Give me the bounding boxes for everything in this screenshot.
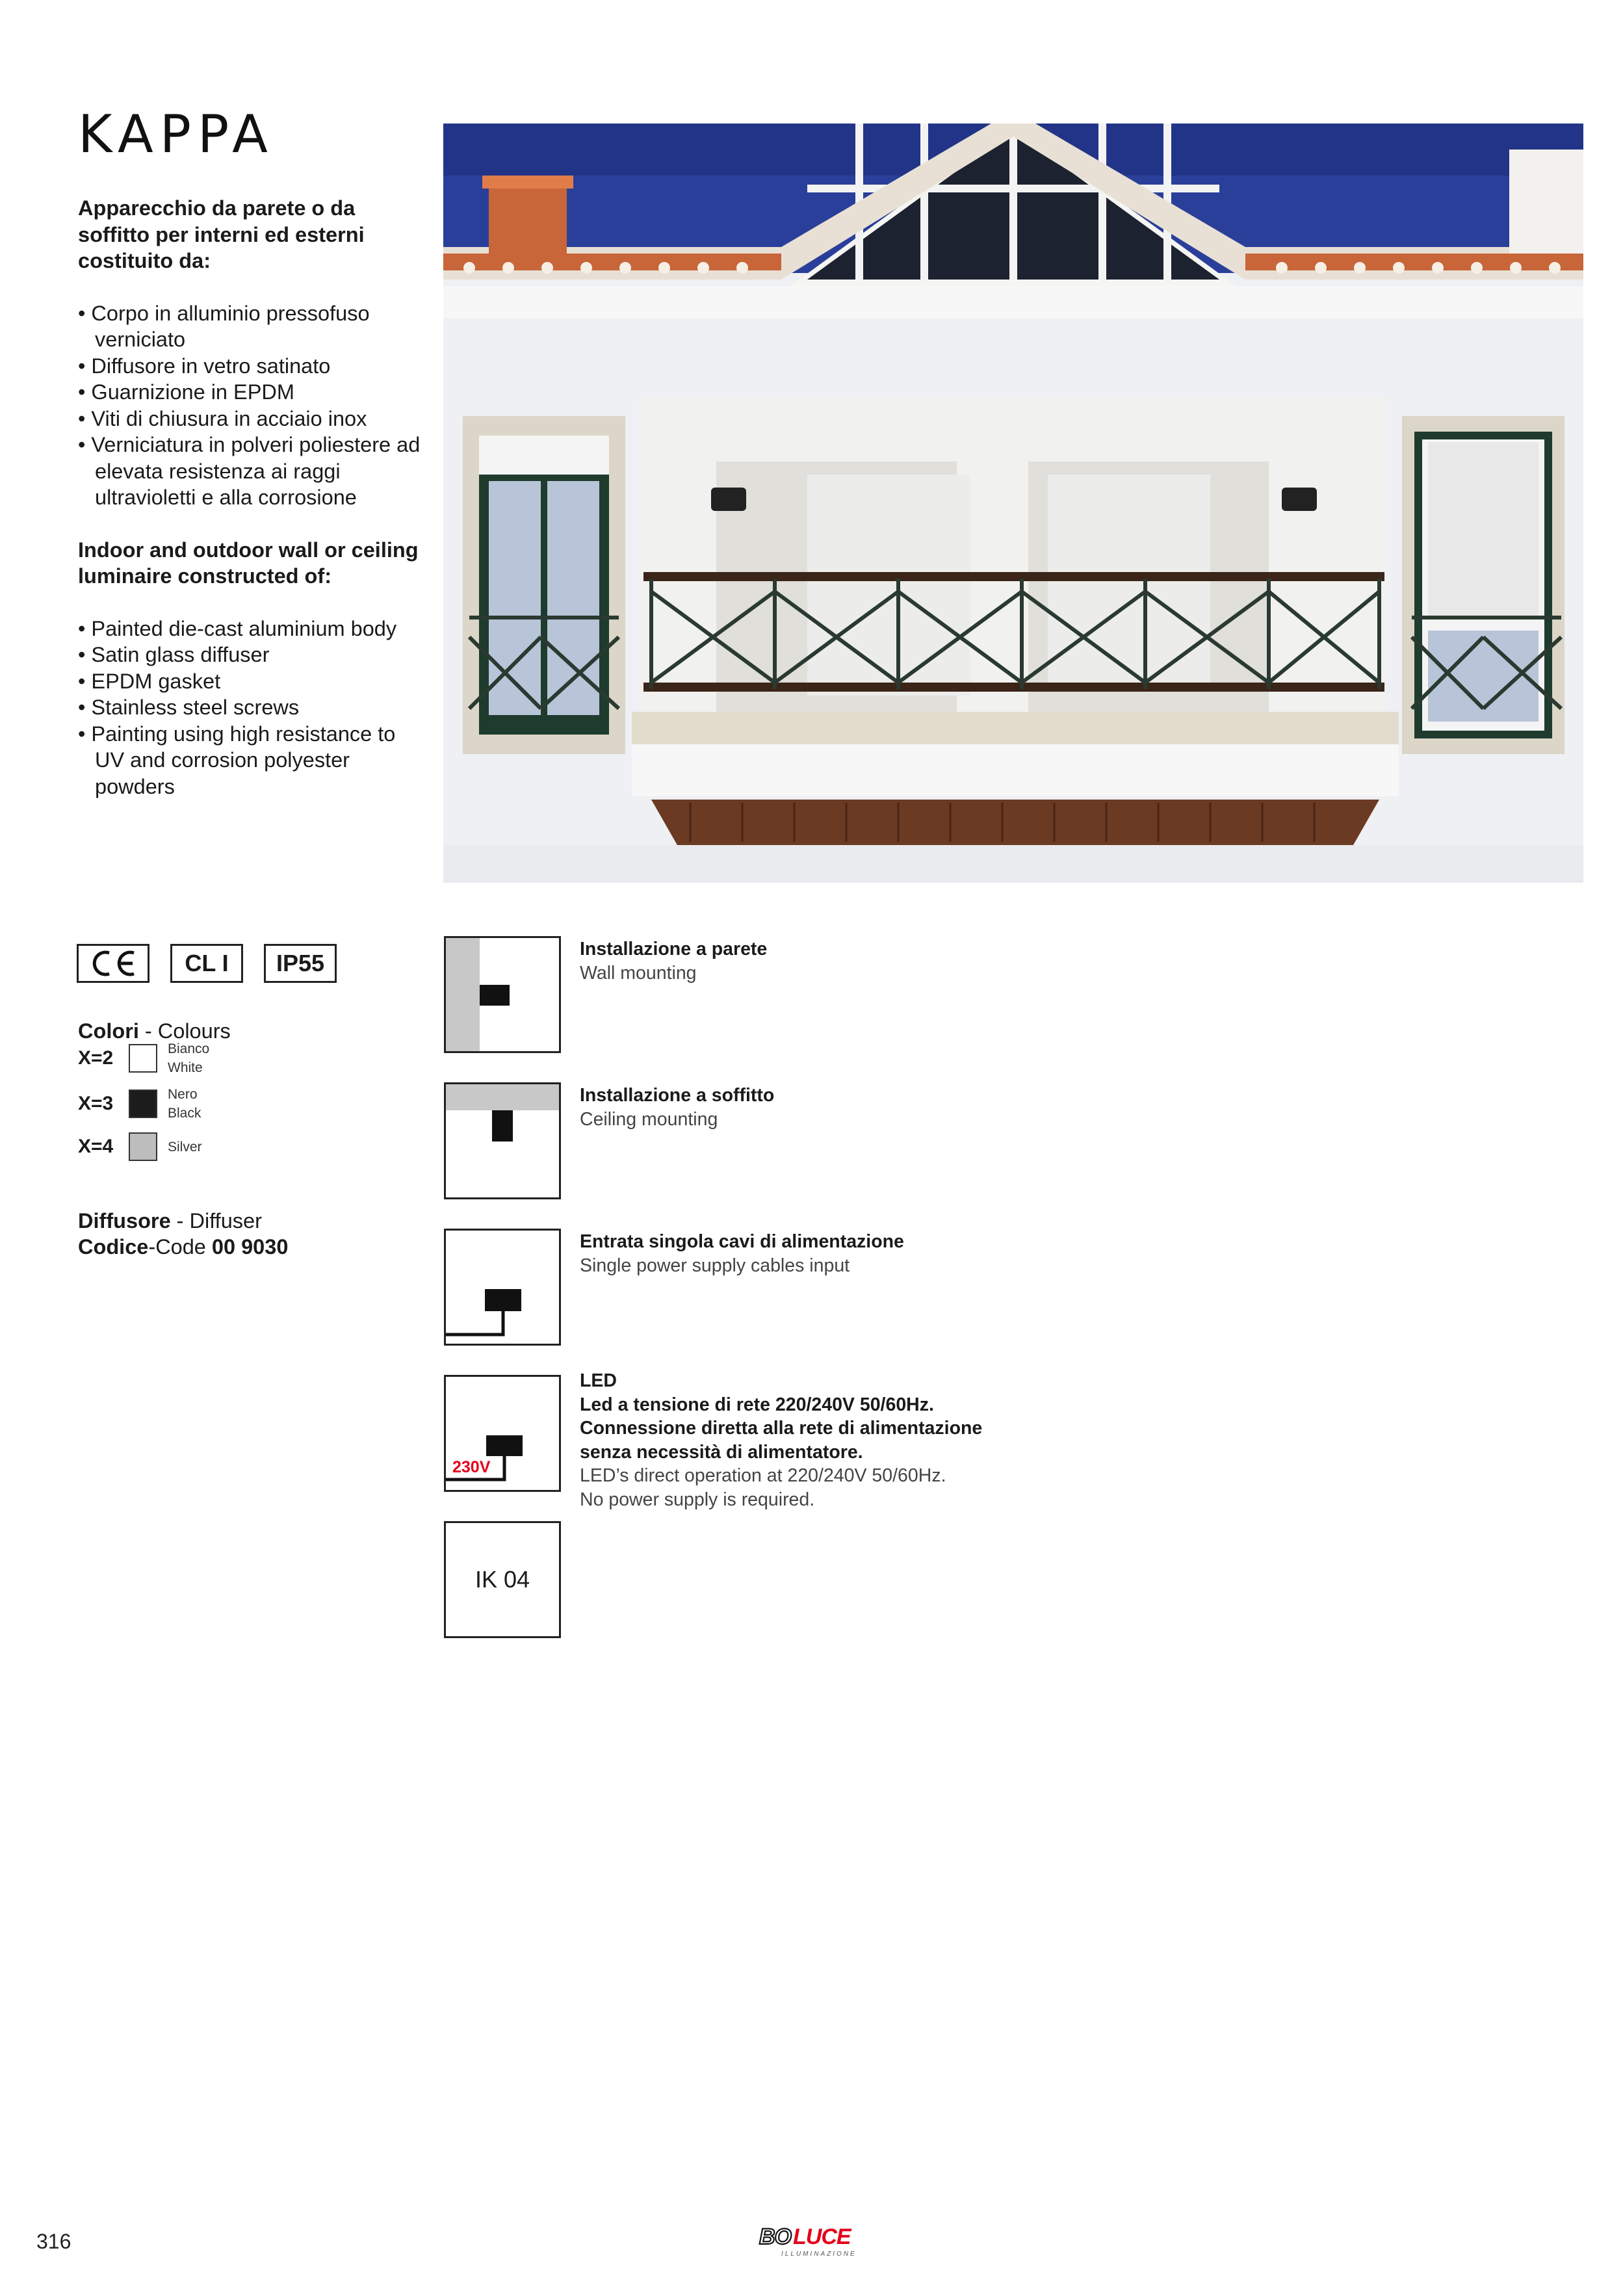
colour-name-en: White — [168, 1060, 203, 1075]
diffuser-code: 00 9030 — [211, 1235, 289, 1259]
colour-name-it: Nero — [168, 1087, 198, 1102]
colour-name-en: Silver — [168, 1139, 202, 1155]
svg-text:BO: BO — [759, 2224, 791, 2249]
colour-name-it: Bianco — [168, 1041, 210, 1056]
colours-heading: Colori - Colours — [78, 1019, 231, 1043]
ip-rating-badge: IP55 — [264, 944, 337, 983]
colour-option — [78, 1043, 209, 1074]
feature-line: Connessione diretta alla rete di alimentazione — [580, 1418, 983, 1439]
feature-wall-mounting — [580, 937, 767, 985]
description-block — [78, 195, 429, 826]
feature-line: Led a tensione di rete 220/240V 50/60Hz. — [580, 1394, 934, 1415]
list-item: • Stainless steel screws — [78, 694, 429, 721]
voltage-label: 230V — [452, 1458, 491, 1476]
svg-text:LUCE: LUCE — [793, 2224, 851, 2249]
colour-swatch — [129, 1044, 157, 1073]
description-it-heading: Apparecchio da parete o da soffitto per interni ed esterni costituito da: — [78, 196, 365, 272]
feature-title: Installazione a soffitto — [580, 1085, 775, 1106]
colour-swatch — [129, 1132, 157, 1161]
colours-label-en: Colours — [157, 1019, 231, 1043]
led-230v-icon — [444, 1375, 561, 1492]
feature-title: Installazione a parete — [580, 939, 768, 959]
code-label-it: Codice — [78, 1235, 149, 1259]
colour-option — [78, 1088, 201, 1119]
impact-rating-icon — [444, 1521, 561, 1638]
feature-title: LED — [580, 1370, 617, 1391]
colour-option — [78, 1131, 202, 1162]
diffuser-label-it: Diffusore — [78, 1209, 171, 1233]
single-cable-input-icon — [444, 1229, 561, 1346]
colour-name — [168, 1085, 201, 1123]
feature-line: LED’s direct operation at 220/240V 50/60Hz. — [580, 1465, 946, 1486]
product-installation-photo — [443, 124, 1583, 883]
colour-swatch — [129, 1089, 157, 1118]
wall-mounting-icon — [444, 936, 561, 1053]
colour-name-en: Black — [168, 1106, 201, 1121]
feature-line: senza necessità di alimentatore. — [580, 1441, 863, 1463]
svg-text:ILLUMINAZIONE: ILLUMINAZIONE — [781, 2250, 857, 2258]
colour-code: X=2 — [78, 1047, 114, 1069]
ceiling-mounting-icon — [444, 1082, 561, 1199]
class-badge: CL I — [170, 944, 243, 983]
list-item: • Diffusore in vetro satinato — [78, 353, 429, 380]
description-en-heading: Indoor and outdoor wall or ceiling luminaire constructed of: — [78, 538, 419, 588]
feature-subtitle: Wall mounting — [580, 962, 697, 984]
list-item: • EPDM gasket — [78, 668, 429, 695]
feature-subtitle: Single power supply cables input — [580, 1255, 850, 1276]
product-title: KAPPA — [78, 104, 274, 164]
list-item: • Viti di chiusura in acciaio inox — [78, 406, 429, 432]
feature-ceiling-mounting — [580, 1084, 774, 1131]
description-en-list — [78, 616, 429, 800]
brand-logo — [755, 2222, 870, 2258]
diffuser-label-en: Diffuser — [189, 1209, 262, 1233]
colour-name — [168, 1138, 202, 1156]
impact-rating-label: IK 04 — [474, 1566, 530, 1593]
feature-line: No power supply is required. — [580, 1489, 815, 1510]
colour-name — [168, 1039, 209, 1077]
list-item: • Corpo in alluminio pressofuso verniciato — [78, 300, 429, 353]
description-it-list — [78, 300, 429, 511]
colours-label-it: Colori — [78, 1019, 139, 1043]
ce-mark-badge — [77, 944, 149, 983]
feature-led — [580, 1369, 982, 1511]
diffuser-info: Diffusore - Diffuser Codice-Code 00 9030 — [78, 1209, 289, 1259]
colour-code: X=4 — [78, 1136, 114, 1157]
list-item: • Verniciatura in polveri poliestere ad elevata resistenza ai raggi ultravioletti e alla corrosione — [78, 432, 429, 511]
ce-mark-icon — [87, 949, 139, 978]
list-item: • Satin glass diffuser — [78, 642, 429, 668]
feature-title: Entrata singola cavi di alimentazione — [580, 1231, 904, 1252]
page-number: 316 — [36, 2230, 71, 2253]
list-item: • Painting using high resistance to UV and corrosion polyester powders — [78, 721, 429, 800]
colour-code: X=3 — [78, 1093, 114, 1114]
feature-subtitle: Ceiling mounting — [580, 1108, 718, 1130]
code-label-en: Code — [155, 1235, 206, 1259]
list-item: • Painted die-cast aluminium body — [78, 616, 429, 642]
feature-single-cable-input — [580, 1230, 904, 1277]
list-item: • Guarnizione in EPDM — [78, 379, 429, 406]
